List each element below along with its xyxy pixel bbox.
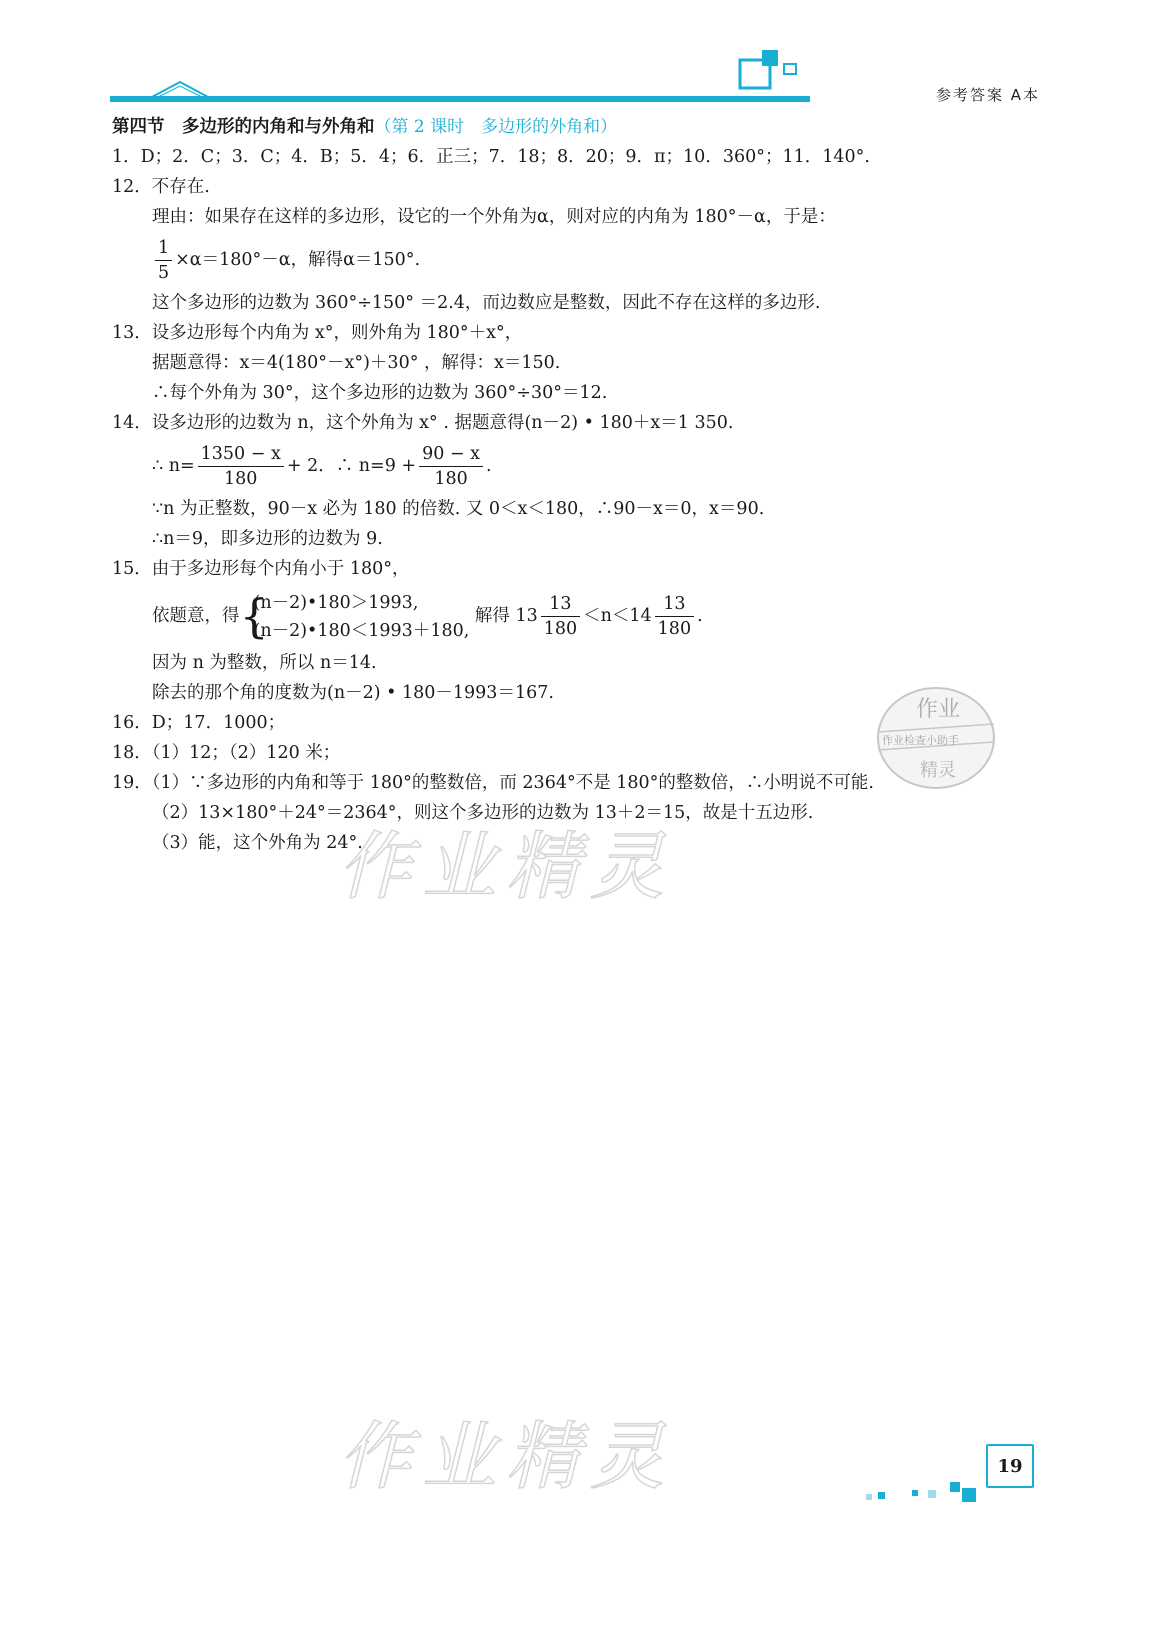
header-rule <box>110 92 810 102</box>
answer-15-mid: ＜n＜14 <box>583 606 652 626</box>
fraction-90-x: $\frac{90 - x}{180}$ <box>419 442 483 491</box>
answer-12-equation <box>112 232 1072 288</box>
answer-12-eq-text: ×α＝180°－α，解得α＝150°. <box>175 250 421 270</box>
header-peak-ornament <box>150 78 210 100</box>
answer-18: 18．（1）12；（2）120 米； <box>112 743 341 763</box>
section-subtitle: （第 2 课时 多边形的外角和） <box>374 117 618 137</box>
answer-15-post: . <box>697 606 703 626</box>
brace-glyph: { <box>239 588 269 643</box>
answer-15-line-3: 因为 n 为整数，所以 n＝14. <box>152 653 377 673</box>
fraction-1350-x: $\frac{1350 - x}{180}$ <box>198 442 284 491</box>
answer-13-line-1: 13．设多边形每个内角为 x°，则外角为 180°＋x°， <box>112 323 523 343</box>
watermark-bottom: 作业精灵 <box>338 1414 674 1500</box>
fraction-one-fifth: $\frac{1}{5}$ <box>155 236 172 285</box>
answer-15-system-line <box>112 584 1072 648</box>
answer-15-solve: 解得 13 <box>474 606 538 626</box>
answer-15-line-4: 除去的那个角的度数为(n－2) • 180－1993＝167. <box>152 683 554 703</box>
section-heading <box>112 112 1072 142</box>
answer-15-line-1: 15．由于多边形每个内角小于 180°， <box>112 559 410 579</box>
answer-line-1-11: 1．D；2．C；3．C；4．B；5．4；6．正三；7．18；8．20；9．π；10．360°；11．140°. <box>112 147 870 167</box>
stamp-top-text: 作业 <box>916 697 961 722</box>
answer-12-head: 12．不存在. <box>112 177 210 197</box>
header-squares-ornament <box>738 46 808 94</box>
inequality-row-2: (n－2)•180＜1993＋180, <box>253 620 470 641</box>
answer-14-line-1: 14．设多边形的边数为 n，这个外角为 x° . 据题意得(n－2) • 180＋x＝1 350. <box>112 413 734 433</box>
answer-12-reason: 理由：如果存在这样的多边形，设它的一个外角为α，则对应的内角为 180°－α，于是： <box>152 207 836 227</box>
watermark-middle: 作业精灵 <box>338 824 674 910</box>
answer-19-line-1: 19．（1）∵多边形的内角和等于 180°的整数倍，而 2364°不是 180°的整数倍，∴小明说不可能. <box>112 773 874 793</box>
answer-13-line-3: ∴每个外角为 30°，这个多边形的边数为 360°÷30°＝12. <box>152 383 608 403</box>
answer-14-fraction-line <box>112 438 1072 494</box>
answer-14-post: . <box>486 456 492 476</box>
section-title: 第四节 多边形的内角和与外角和 <box>112 117 375 137</box>
footer-squares-ornament <box>860 1478 990 1508</box>
answer-14-line-4: ∴n＝9，即多边形的边数为 9. <box>152 529 383 549</box>
answer-14-line-3: ∵n 为正整数，90－x 必为 180 的倍数. 又 0＜x＜180，∴90－x＝0，x＝90. <box>152 499 765 519</box>
header-label: 参考答案 A本 <box>936 86 1041 104</box>
stamp-mid-text: 作业检查小助手 <box>882 734 959 747</box>
page-number: 19 <box>986 1444 1034 1488</box>
answer-12-conclusion: 这个多边形的边数为 360°÷150° ＝2.4，而边数应是整数，因此不存在这样的多边形. <box>152 293 821 313</box>
answer-14-prefix: ∴ n= <box>152 456 195 476</box>
answer-19-line-2: （2）13×180°＋24°＝2364°，则这个多边形的边数为 13＋2＝15，故是十五边形. <box>152 803 814 823</box>
stamp-bottom-text: 精灵 <box>920 760 956 781</box>
inequality-system <box>240 589 470 645</box>
answer-19-line-3: （3）能，这个外角为 24°. <box>152 833 363 853</box>
answer-15-prefix: 依题意，得 <box>152 606 240 626</box>
inequality-row-1: (n－2)•180＞1993, <box>253 592 419 613</box>
stamp-watermark <box>868 680 998 800</box>
answer-14-mid: + 2．∴ n=9 + <box>286 456 417 476</box>
fraction-13-180-b: $\frac{13}{180}$ <box>655 592 694 641</box>
answer-13-line-2: 据题意得：x＝4(180°－x°)＋30° ，解得：x＝150. <box>152 353 561 373</box>
fraction-13-180-a: $\frac{13}{180}$ <box>541 592 580 641</box>
answer-16-17: 16．D；17．1000； <box>112 713 286 733</box>
